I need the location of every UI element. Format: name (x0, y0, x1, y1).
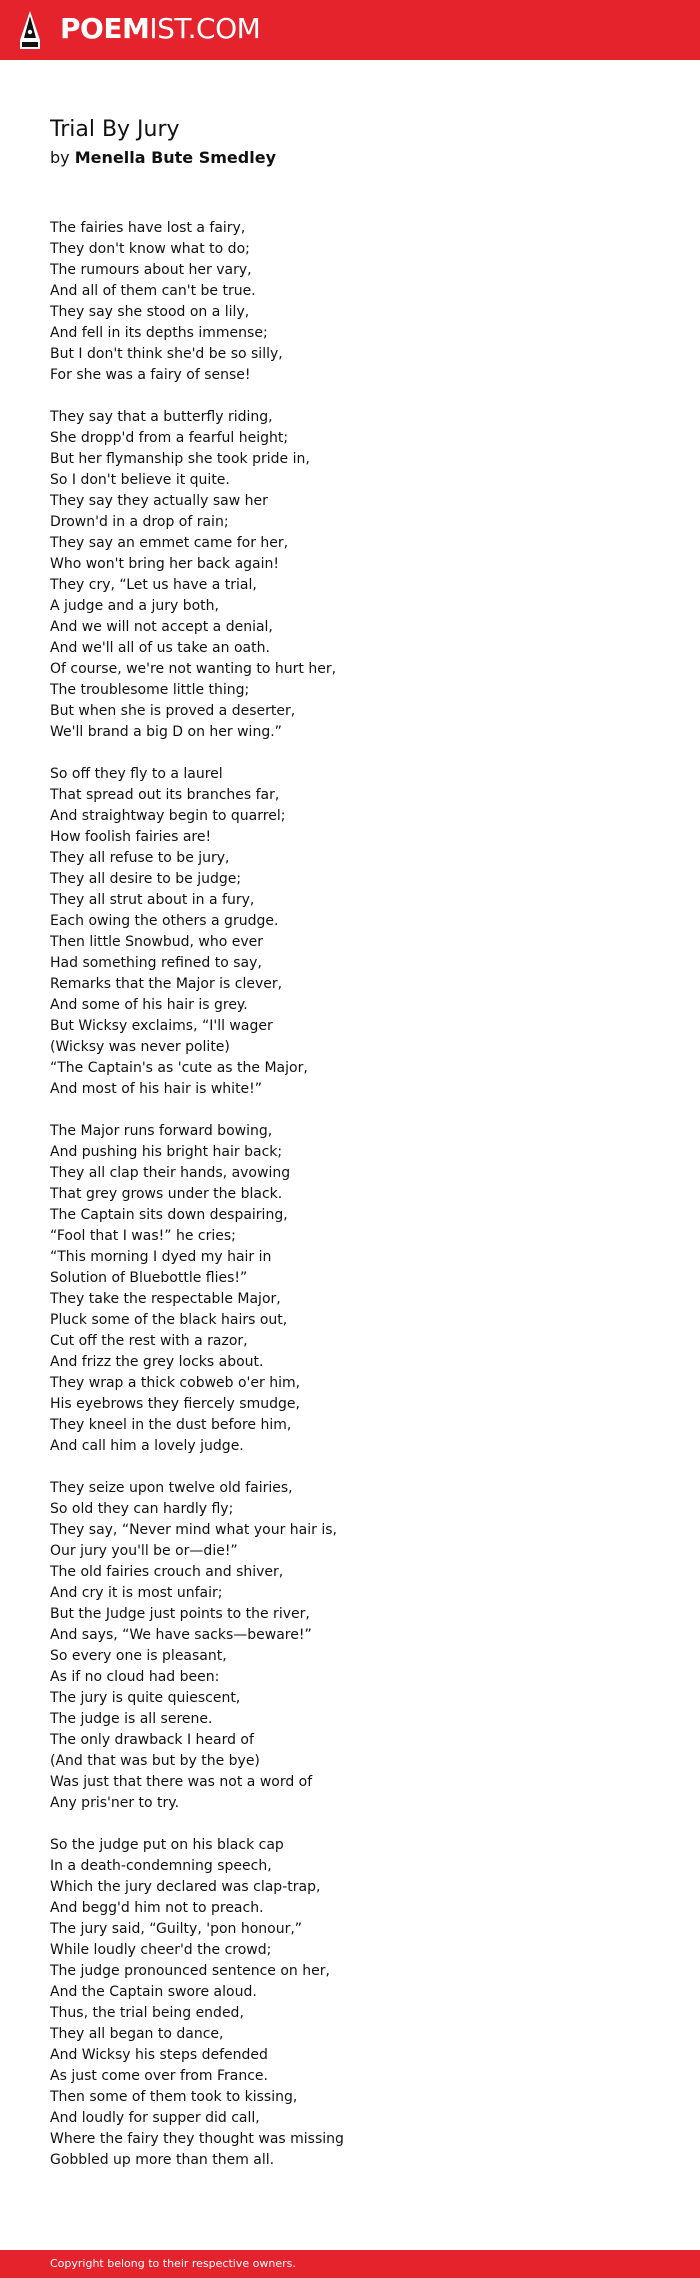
poem-line: Was just that there was not a word of (50, 1774, 313, 1790)
poem-line: But the Judge just points to the river, (50, 1606, 310, 1622)
poem-line: That grey grows under the black. (50, 1186, 283, 1202)
stanza (50, 1478, 670, 1814)
poem-line: As if no cloud had been: (50, 1669, 220, 1685)
poem-line: How foolish fairies are! (50, 829, 212, 845)
stanza (50, 1121, 670, 1457)
poem-line: We'll brand a big D on her wing.” (50, 724, 282, 740)
poem-line: Who won't bring her back again! (50, 556, 279, 572)
poem-line: They say an emmet came for her, (50, 535, 289, 551)
poem-line: Then little Snowbud, who ever (50, 934, 264, 950)
poem-line: They say they actually saw her (50, 493, 268, 509)
poem-line: They all clap their hands, avowing (50, 1165, 291, 1181)
poem-line: And fell in its depths immense; (50, 325, 268, 341)
poem-line: “The Captain's as 'cute as the Major, (50, 1060, 308, 1076)
poem-line: But Wicksy exclaims, “I'll wager (50, 1018, 273, 1034)
poem-line: In a death-condemning speech, (50, 1858, 272, 1874)
poem-line: And some of his hair is grey. (50, 997, 248, 1013)
poem-line: Which the jury declared was clap-trap, (50, 1879, 321, 1895)
poem-line: They say she stood on a lily, (50, 304, 250, 320)
poem-line: The troublesome little thing; (50, 682, 250, 698)
poem-line: As just come over from France. (50, 2068, 268, 2084)
byline (50, 147, 276, 169)
poem-line: The rumours about her vary, (50, 262, 252, 278)
site-footer (0, 2250, 700, 2278)
poem-line: The jury is quite quiescent, (50, 1690, 241, 1706)
poem-line: But I don't think she'd be so silly, (50, 346, 283, 362)
by-label: by (50, 148, 70, 167)
poem-line: They all began to dance, (50, 2026, 224, 2042)
logo-light-text: IST.COM (149, 12, 261, 45)
poem-line: They cry, “Let us have a trial, (50, 577, 257, 593)
pen-nib-icon (18, 10, 42, 50)
poem-line: So off they fly to a laurel (50, 766, 223, 782)
poem-line: Any pris'ner to try. (50, 1795, 180, 1811)
poem-line: So I don't believe it quite. (50, 472, 230, 488)
poem-line: And frizz the grey locks about. (50, 1354, 264, 1370)
author-name: Menella Bute Smedley (74, 148, 276, 167)
poem-line: The only drawback I heard of (50, 1732, 254, 1748)
poem-line: And Wicksy his steps defended (50, 2047, 268, 2063)
stanza (50, 1835, 670, 2171)
poem-line: For she was a fairy of sense! (50, 367, 251, 383)
poem-line: And says, “We have sacks—beware!” (50, 1627, 312, 1643)
poem-line: Each owing the others a grudge. (50, 913, 279, 929)
poem-line: They say that a butterfly riding, (50, 409, 273, 425)
poem-line: His eyebrows they fiercely smudge, (50, 1396, 300, 1412)
poem-line: Thus, the trial being ended, (50, 2005, 244, 2021)
poem-line: Drown'd in a drop of rain; (50, 514, 229, 530)
poem-line: Cut off the rest with a razor, (50, 1333, 248, 1349)
poem-line: Where the fairy they thought was missing (50, 2131, 344, 2147)
poem-line: So the judge put on his black cap (50, 1837, 284, 1853)
poem-line: But when she is proved a deserter, (50, 703, 296, 719)
poem-line: And pushing his bright hair back; (50, 1144, 283, 1160)
poem-line: The old fairies crouch and shiver, (50, 1564, 284, 1580)
poem-line: And most of his hair is white!” (50, 1081, 263, 1097)
poem-line: And loudly for supper did call, (50, 2110, 260, 2126)
stanza (50, 218, 670, 386)
poem-line: The judge pronounced sentence on her, (50, 1963, 330, 1979)
poem-line: But her flymanship she took pride in, (50, 451, 310, 467)
poem-line: They don't know what to do; (50, 241, 250, 257)
poem-line: Had something refined to say, (50, 955, 262, 971)
poem-line: Then some of them took to kissing, (50, 2089, 298, 2105)
poem-line: And begg'd him not to preach. (50, 1900, 264, 1916)
stanza (50, 407, 670, 743)
poem-line: They kneel in the dust before him, (50, 1417, 292, 1433)
poem-line: So old they can hardly fly; (50, 1501, 234, 1517)
poem-line: “Fool that I was!” he cries; (50, 1228, 236, 1244)
poem-line: So every one is pleasant, (50, 1648, 227, 1664)
poem-line: Pluck some of the black hairs out, (50, 1312, 288, 1328)
poem-line: And the Captain swore aloud. (50, 1984, 257, 2000)
stanza (50, 764, 670, 1100)
poem-line: Remarks that the Major is clever, (50, 976, 283, 992)
poem-line: They all desire to be judge; (50, 871, 242, 887)
poem-line: (Wicksy was never polite) (50, 1039, 230, 1055)
poem-line: And cry it is most unfair; (50, 1585, 223, 1601)
poem-line: And all of them can't be true. (50, 283, 256, 299)
poem-line: That spread out its branches far, (50, 787, 280, 803)
poem-line: While loudly cheer'd the crowd; (50, 1942, 272, 1958)
poem-body (50, 218, 670, 2192)
site-logo[interactable] (60, 11, 260, 47)
poem-line: They seize upon twelve old fairies, (50, 1480, 293, 1496)
site-header (0, 0, 700, 60)
poem-line: And we will not accept a denial, (50, 619, 273, 635)
poem-line: “This morning I dyed my hair in (50, 1249, 272, 1265)
poem-line: The jury said, “Guilty, 'pon honour,” (50, 1921, 303, 1937)
poem-line: They wrap a thick cobweb o'er him, (50, 1375, 301, 1391)
copyright-text: Copyright belong to their respective owners. (50, 2257, 296, 2270)
poem-line: They all strut about in a fury, (50, 892, 255, 908)
poem-line: The Captain sits down despairing, (50, 1207, 288, 1223)
poem-line: Solution of Bluebottle flies!” (50, 1270, 248, 1286)
logo-bold-text: POEM (60, 12, 150, 45)
poem-line: (And that was but by the bye) (50, 1753, 260, 1769)
poem-line: And call him a lovely judge. (50, 1438, 244, 1454)
poem-line: She dropp'd from a fearful height; (50, 430, 289, 446)
poem-line: And we'll all of us take an oath. (50, 640, 270, 656)
poem-title: Trial By Jury (50, 117, 180, 142)
poem-line: They take the respectable Major, (50, 1291, 281, 1307)
poem-line: The fairies have lost a fairy, (50, 220, 246, 236)
poem-line: Of course, we're not wanting to hurt her, (50, 661, 337, 677)
poem-line: The Major runs forward bowing, (50, 1123, 273, 1139)
poem-line: And straightway begin to quarrel; (50, 808, 286, 824)
poem-line: Our jury you'll be or—die!” (50, 1543, 238, 1559)
poem-line: They all refuse to be jury, (50, 850, 230, 866)
poem-line: Gobbled up more than them all. (50, 2152, 275, 2168)
poem-line: A judge and a jury both, (50, 598, 219, 614)
poem-line: They say, “Never mind what your hair is, (50, 1522, 337, 1538)
poem-line: The judge is all serene. (50, 1711, 213, 1727)
